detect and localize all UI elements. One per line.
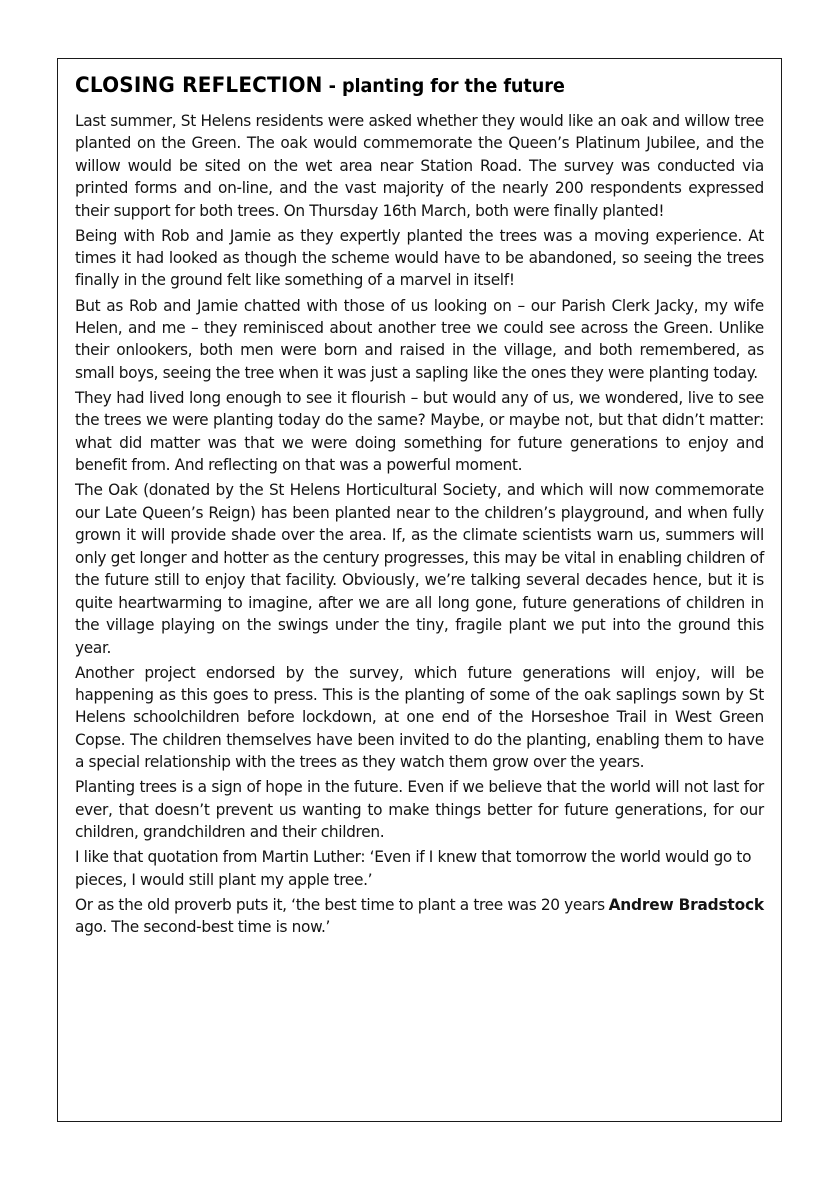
article-paragraph: Planting trees is a sign of hope in the future. Even if we believe that the world will not last for ever, that doesn’t prevent us wanting to make things better for future generations, for our children, grandchildren and their children. — [75, 777, 764, 842]
article-container — [57, 58, 782, 1122]
article-paragraph: They had lived long enough to see it flourish – but would any of us, we wondered, live to see the trees we were planting today do the same? Maybe, or maybe not, but that didn’t matter: what did matter was that we were doing something for future generations to enjoy and benefit from. And reflecting on that was a powerful moment. — [75, 387, 764, 475]
page-title — [75, 73, 716, 99]
author-byline: Andrew Bradstock — [608, 894, 764, 914]
article-content — [58, 59, 781, 939]
closing-proverb-text: Or as the old proverb puts it, ‘the best time to plant a tree was 20 years ago. The second-best time is now.’ — [75, 894, 605, 937]
article-paragraph: Another project endorsed by the survey, which future generations will enjoy, will be happening as this goes to press. This is the planting of some of the oak saplings sown by St Helens schoolchildren before lockdown, at one end of the Horseshoe Trail in West Green Copse. The children themselves have been invited to do the planting, enabling them to have a special relationship with the trees as they watch them grow over the years. — [75, 662, 764, 772]
article-quotation-paragraph: I like that quotation from Martin Luther: ‘Even if I knew that tomorrow the world would go to pieces, I would still plant my apple tree.’ — [75, 847, 752, 889]
page-title-main: CLOSING REFLECTION — [75, 73, 323, 98]
page-title-subtitle: - planting for the future — [322, 75, 565, 97]
article-closing-paragraph — [75, 894, 764, 939]
article-paragraph: Last summer, St Helens residents were asked whether they would like an oak and willow tree planted on the Green. The oak would commemorate the Queen’s Platinum Jubilee, and the willow would be sited on the wet area near Station Road. The survey was conducted via printed forms and on-line, and the vast majority of the nearly 200 respondents expressed their support for both trees. On Thursday 16th March, both were finally planted! — [75, 110, 764, 220]
article-paragraph: But as Rob and Jamie chatted with those of us looking on – our Parish Clerk Jacky, my wife Helen, and me – they reminisced about another tree we could see across the Green. Unlike their onlookers, both men were born and raised in the village, and both remembered, as small boys, seeing the tree when it was just a sapling like the ones they were planting today. — [75, 295, 764, 382]
article-paragraph: The Oak (donated by the St Helens Horticultural Society, and which will now commemorate our Late Queen’s Reign) has been planted near to the children’s playground, and when fully grown it will provide shade over the area. If, as the climate scientists warn us, summers will only get longer and hotter as the century progresses, this may be vital in enabling children of the future still to enjoy that facility. Obviously, we’re talking several decades hence, but it is quite heartwarming to imagine, after we are all long gone, future generations of children in the village playing on the swings under the tiny, fragile plant we put into the ground this year. — [75, 480, 764, 657]
article-paragraph: Being with Rob and Jamie as they expertly planted the trees was a moving experience. At times it had looked as though the scheme would have to be abandoned, so seeing the trees finally in the ground felt like something of a marvel in itself! — [75, 225, 764, 290]
